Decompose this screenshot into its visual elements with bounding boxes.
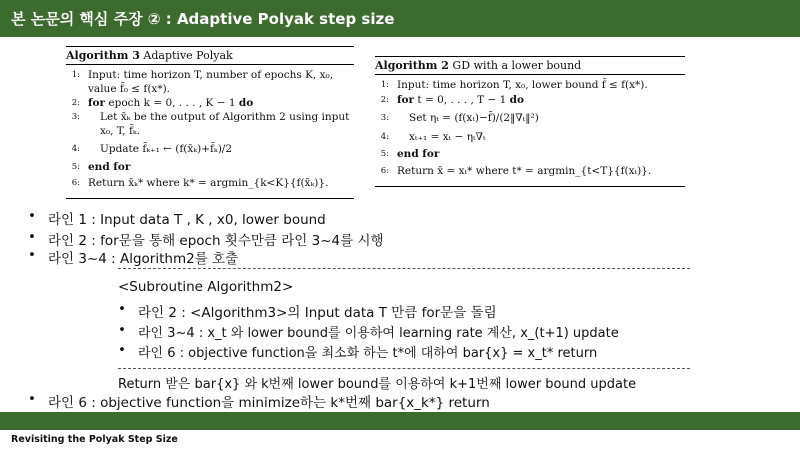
bullet-dot: • (118, 342, 126, 358)
bullet-dot: • (118, 322, 126, 338)
bullet-dot: • (28, 391, 36, 407)
divider-top (118, 268, 690, 269)
return-line: Return 받은 bar{x} 와 k번째 lower bound를 이용하여 k+1번째 lower bound update (118, 377, 637, 392)
bullet-dot: • (28, 247, 36, 263)
bullet-dot: • (118, 301, 126, 317)
bottom-bar (0, 412, 800, 430)
subroutine-title: <Subroutine Algorithm2> (118, 279, 294, 295)
footer-text: Revisiting the Polyak Step Size (11, 434, 178, 445)
title-bar (0, 0, 800, 37)
bullet-dot: • (28, 229, 36, 245)
algorithm2-label: Algorithm 2 (375, 59, 449, 72)
algorithm3-box: Algorithm 3 Adaptive Polyak 1: Input: time horizon T, number of epochs K, x₀, value f̃₀ ≤ f(x*). 2: for epoch k = 0, . . . , K − 1 do 3: Let x̄ₖ be the output of Algorithm 2 using input x₀, T, f̃ₖ. 4: Update f̃ₖ₊₁ ← (f(x̄ₖ)+f̃ₖ)/2 5: end for 6: Return x̄ₖ* where k* = argmin_{k<K}{f(x̄ₖ)}. (66, 46, 354, 199)
algorithm2-box: Algorithm 2 GD with a lower bound 1: Input: time horizon T, x₀, lower bound f̃ ≤ f(x*). 2: for t = 0, . . . , T − 1 do 3: Set ηₜ = (f(xₜ)−f̃)/(2‖∇ₜ‖²) 4: xₜ₊₁ = xₜ − ηₜ∇ₜ 5: end for 6: Return x̄ = xₜ* where t* = argmin_{t<T}{f(xₜ)}. (375, 56, 685, 187)
algorithm3-label: Algorithm 3 (66, 49, 140, 62)
algorithm2-header (375, 57, 685, 74)
algorithm3-name: Adaptive Polyak (143, 49, 233, 62)
algorithm3-header (66, 47, 354, 64)
algorithm2-name: GD with a lower bound (452, 59, 582, 72)
bullet-dot: • (28, 208, 36, 224)
slide-title: 본 논문의 핵심 주장 ② : Adaptive Polyak step size (11, 10, 395, 28)
divider-bottom (118, 368, 690, 369)
